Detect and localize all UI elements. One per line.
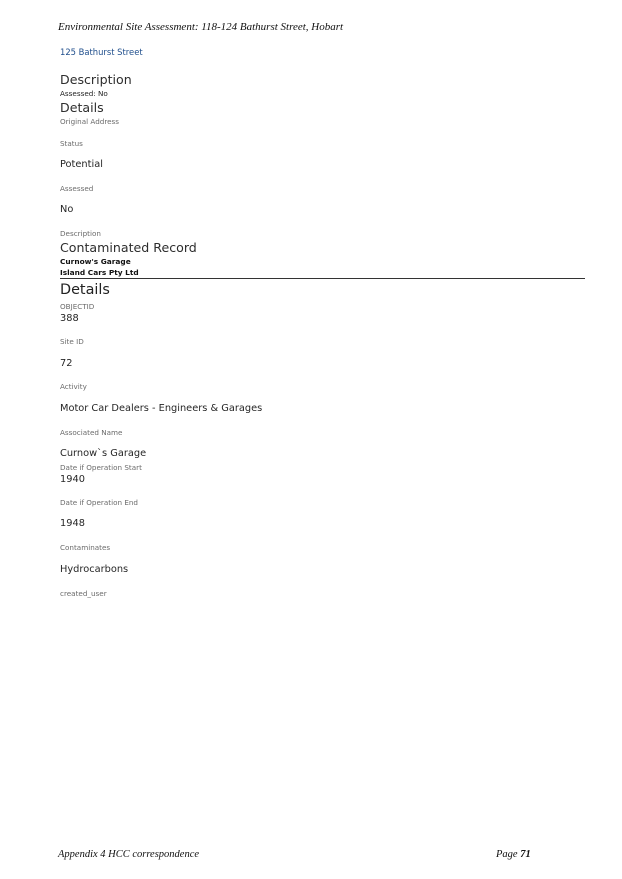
contaminated-record-line1: Curnow's Garage: [60, 257, 131, 266]
objectid-label: OBJECTID: [60, 302, 95, 311]
status-label: Status: [60, 139, 83, 148]
contaminates-value: Hydrocarbons: [60, 564, 129, 575]
associated-name-label: Associated Name: [60, 428, 123, 437]
operation-end-label: Date if Operation End: [60, 498, 138, 507]
details-heading-1: Details: [60, 100, 104, 115]
operation-start-value: 1940: [60, 474, 85, 485]
address-link[interactable]: 125 Bathurst Street: [60, 47, 143, 57]
assessed-value: No: [60, 204, 74, 215]
associated-name-value: Curnow`s Garage: [60, 448, 147, 459]
operation-start-label: Date if Operation Start: [60, 463, 142, 472]
document-header-title: Environmental Site Assessment: 118-124 Bathurst Street, Hobart: [58, 21, 344, 33]
footer-appendix-label: Appendix 4 HCC correspondence: [58, 849, 200, 860]
activity-value: Motor Car Dealers - Engineers & Garages: [60, 403, 263, 414]
status-value: Potential: [60, 159, 103, 170]
site-id-label: Site ID: [60, 337, 84, 346]
contaminated-record-heading: Contaminated Record: [60, 240, 197, 255]
objectid-value: 388: [60, 313, 79, 324]
footer-page-prefix: Page: [496, 849, 521, 860]
contaminated-record-line2: Island Cars Pty Ltd: [60, 268, 139, 277]
operation-end-value: 1948: [60, 518, 85, 529]
details-heading-2: Details: [60, 282, 110, 298]
description-heading: Description: [60, 72, 132, 87]
created-user-label: created_user: [60, 589, 107, 598]
original-address-label: Original Address: [60, 117, 120, 126]
section-divider: [60, 278, 585, 279]
footer-page-number: [496, 849, 531, 860]
description-label: Description: [60, 229, 101, 238]
assessed-label: Assessed: [60, 184, 94, 193]
footer-page-value: 71: [520, 849, 531, 860]
assessed-summary: Assessed: No: [60, 89, 108, 98]
activity-label: Activity: [60, 382, 87, 391]
site-id-value: 72: [60, 358, 73, 369]
contaminates-label: Contaminates: [60, 543, 111, 552]
